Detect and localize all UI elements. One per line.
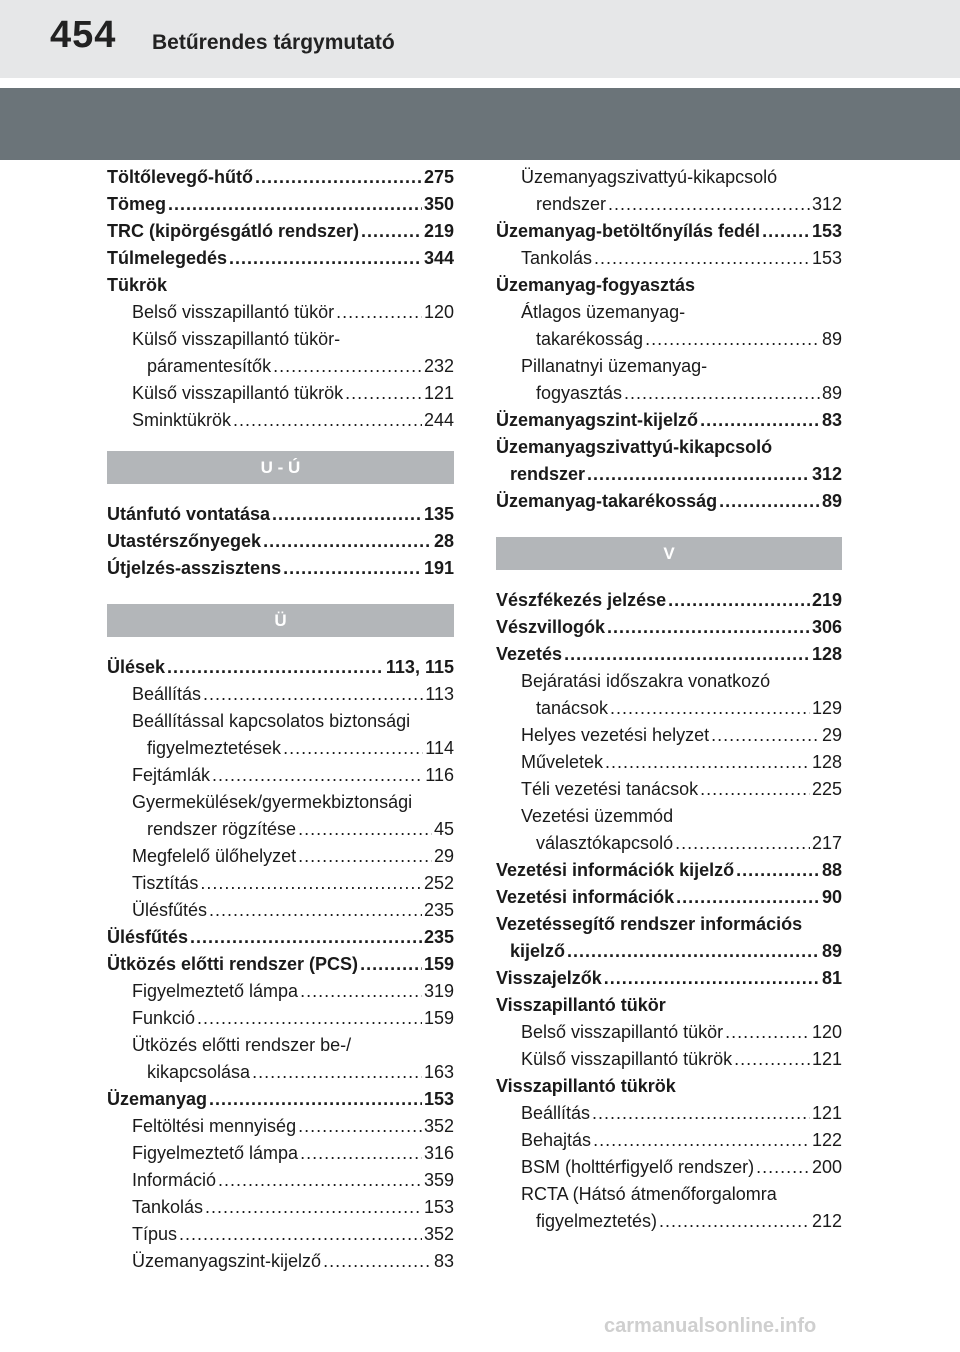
entry-term: Ülésfűtés bbox=[132, 900, 208, 920]
entry-page-number: 352 bbox=[423, 1116, 454, 1136]
index-entry bbox=[496, 299, 842, 326]
index-entry bbox=[496, 191, 842, 218]
entry-page-number: 114 bbox=[425, 738, 454, 758]
dot-leader bbox=[190, 924, 422, 951]
index-entry bbox=[107, 191, 454, 218]
entry-page-number: 159 bbox=[423, 954, 454, 974]
entry-term: Üzemanyag-betöltőnyílás fedél bbox=[496, 221, 761, 241]
entry-term: Ülésfűtés bbox=[107, 927, 189, 947]
dot-leader bbox=[255, 164, 422, 191]
index-block bbox=[107, 654, 454, 1275]
dot-leader bbox=[360, 951, 422, 978]
index-entry bbox=[496, 461, 842, 488]
entry-page-number: 312 bbox=[811, 194, 842, 214]
entry-page-number: 128 bbox=[811, 752, 842, 772]
entry-term: Tankolás bbox=[132, 1197, 204, 1217]
entry-page-number: 121 bbox=[423, 383, 454, 403]
entry-term: Vészfékezés jelzése bbox=[496, 590, 667, 610]
entry-term: tanácsok bbox=[536, 698, 609, 718]
entry-term: Vezetés bbox=[496, 644, 563, 664]
entry-term: Tömeg bbox=[107, 194, 167, 214]
dot-leader bbox=[283, 735, 423, 762]
index-entry bbox=[496, 1100, 842, 1127]
index-entry bbox=[496, 722, 842, 749]
index-entry bbox=[496, 245, 842, 272]
dot-leader bbox=[762, 218, 810, 245]
dot-leader bbox=[203, 681, 423, 708]
index-entry bbox=[107, 1248, 454, 1275]
index-entry bbox=[496, 965, 842, 992]
dot-leader bbox=[212, 762, 423, 789]
index-entry bbox=[107, 1221, 454, 1248]
index-column-right bbox=[496, 164, 842, 1235]
index-entry bbox=[496, 749, 842, 776]
entry-page-number: 312 bbox=[811, 464, 842, 484]
index-entry bbox=[496, 587, 842, 614]
entry-term: BSM (holttérfigyelő rendszer) bbox=[521, 1157, 755, 1177]
index-entry bbox=[496, 857, 842, 884]
index-entry bbox=[107, 843, 454, 870]
index-column-left bbox=[107, 164, 454, 1275]
dot-leader bbox=[564, 641, 810, 668]
dot-leader bbox=[273, 353, 422, 380]
entry-page-number: 319 bbox=[423, 981, 454, 1001]
entry-page-number: 191 bbox=[423, 558, 454, 578]
entry-term: Belső visszapillantó tükör bbox=[521, 1022, 724, 1042]
index-entry bbox=[496, 776, 842, 803]
dot-leader bbox=[725, 1019, 810, 1046]
entry-term: Vezetéssegítő rendszer információs bbox=[496, 914, 803, 934]
entry-page-number: 28 bbox=[433, 531, 454, 551]
index-entry bbox=[496, 695, 842, 722]
dot-leader bbox=[587, 461, 810, 488]
entry-term: kijelző bbox=[510, 941, 566, 961]
entry-term: Üzemanyag bbox=[107, 1089, 208, 1109]
dot-leader bbox=[610, 695, 810, 722]
index-entry bbox=[107, 654, 454, 681]
entry-term: Belső visszapillantó tükör bbox=[132, 302, 335, 322]
dot-leader bbox=[229, 245, 422, 272]
entry-page-number: 83 bbox=[433, 1251, 454, 1271]
page-title: Betűrendes tárgymutató bbox=[152, 31, 395, 54]
entry-term: Üzemanyag-fogyasztás bbox=[496, 275, 696, 295]
index-entry bbox=[496, 668, 842, 695]
index-entry bbox=[496, 1181, 842, 1208]
index-entry bbox=[107, 299, 454, 326]
header-band bbox=[0, 88, 960, 160]
dot-leader bbox=[263, 528, 432, 555]
dot-leader bbox=[345, 380, 422, 407]
entry-term: Túlmelegedés bbox=[107, 248, 228, 268]
index-entry bbox=[496, 1154, 842, 1181]
entry-term: rendszer bbox=[536, 194, 607, 214]
entry-page-number: 90 bbox=[821, 887, 842, 907]
entry-page-number: 121 bbox=[811, 1049, 842, 1069]
entry-page-number: 88 bbox=[821, 860, 842, 880]
dot-leader bbox=[659, 1208, 810, 1235]
section-header-v: V bbox=[496, 537, 842, 570]
entry-term: Funkció bbox=[132, 1008, 196, 1028]
entry-term: választókapcsoló bbox=[536, 833, 674, 853]
dot-leader bbox=[209, 1086, 422, 1113]
entry-page-number: 219 bbox=[423, 221, 454, 241]
index-entry bbox=[496, 1208, 842, 1235]
entry-page-number: 113, 115 bbox=[385, 657, 454, 677]
entry-term: Figyelmeztető lámpa bbox=[132, 981, 299, 1001]
dot-leader bbox=[200, 870, 422, 897]
dot-leader bbox=[675, 830, 810, 857]
entry-page-number: 89 bbox=[821, 941, 842, 961]
entry-page-number: 121 bbox=[811, 1103, 842, 1123]
index-entry bbox=[496, 164, 842, 191]
dot-leader bbox=[594, 245, 810, 272]
entry-term: Üzemanyag-takarékosság bbox=[496, 491, 718, 511]
dot-leader bbox=[233, 407, 422, 434]
header-bar bbox=[0, 0, 960, 78]
entry-page-number: 83 bbox=[821, 410, 842, 430]
dot-leader bbox=[593, 1127, 810, 1154]
entry-term: Műveletek bbox=[521, 752, 604, 772]
entry-page-number: 350 bbox=[423, 194, 454, 214]
index-entry bbox=[107, 735, 454, 762]
index-entry bbox=[107, 681, 454, 708]
entry-page-number: 120 bbox=[811, 1022, 842, 1042]
index-entry bbox=[107, 218, 454, 245]
entry-term: Vezetési információk bbox=[496, 887, 675, 907]
entry-term: Típus bbox=[132, 1224, 178, 1244]
entry-term: Ütközés előtti rendszer be-/ bbox=[132, 1035, 352, 1055]
entry-page-number: 163 bbox=[423, 1062, 454, 1082]
entry-page-number: 217 bbox=[811, 833, 842, 853]
dot-leader bbox=[209, 897, 422, 924]
index-entry bbox=[107, 816, 454, 843]
index-block bbox=[496, 587, 842, 1235]
index-entry bbox=[107, 924, 454, 951]
dot-leader bbox=[700, 407, 820, 434]
entry-page-number: 89 bbox=[821, 383, 842, 403]
index-entry bbox=[496, 1019, 842, 1046]
entry-term: Beállítás bbox=[521, 1103, 591, 1123]
index-entry bbox=[496, 1127, 842, 1154]
dot-leader bbox=[624, 380, 820, 407]
index-entry bbox=[107, 1059, 454, 1086]
entry-term: fogyasztás bbox=[536, 383, 623, 403]
entry-term: Külső visszapillantó tükrök bbox=[132, 383, 344, 403]
entry-term: figyelmeztetések bbox=[147, 738, 282, 758]
dot-leader bbox=[645, 326, 820, 353]
index-entry bbox=[496, 614, 842, 641]
entry-page-number: 235 bbox=[423, 927, 454, 947]
index-entry bbox=[496, 353, 842, 380]
entry-term: Figyelmeztető lámpa bbox=[132, 1143, 299, 1163]
index-entry bbox=[107, 951, 454, 978]
entry-page-number: 212 bbox=[811, 1211, 842, 1231]
entry-page-number: 159 bbox=[423, 1008, 454, 1028]
entry-term: Töltőlevegő-hűtő bbox=[107, 167, 253, 187]
dot-leader bbox=[736, 857, 820, 884]
entry-page-number: 252 bbox=[423, 873, 454, 893]
dot-leader bbox=[298, 816, 432, 843]
dot-leader bbox=[567, 938, 820, 965]
entry-term: Behajtás bbox=[521, 1130, 592, 1150]
entry-term: kikapcsolása bbox=[147, 1062, 251, 1082]
entry-term: Beállítás bbox=[132, 684, 202, 704]
dot-leader bbox=[711, 722, 820, 749]
index-entry bbox=[107, 272, 454, 299]
dot-leader bbox=[734, 1046, 810, 1073]
entry-term: Vezetési információk kijelző bbox=[496, 860, 735, 880]
entry-term: Feltöltési mennyiség bbox=[132, 1116, 297, 1136]
entry-term: Vezetési üzemmód bbox=[521, 806, 674, 826]
index-entry bbox=[107, 380, 454, 407]
entry-page-number: 225 bbox=[811, 779, 842, 799]
entry-page-number: 116 bbox=[425, 765, 454, 785]
entry-page-number: 153 bbox=[811, 248, 842, 268]
entry-term: Bejáratási időszakra vonatkozó bbox=[521, 671, 771, 691]
index-entry bbox=[496, 803, 842, 830]
entry-page-number: 89 bbox=[821, 491, 842, 511]
entry-page-number: 200 bbox=[811, 1157, 842, 1177]
dot-leader bbox=[167, 654, 384, 681]
dot-leader bbox=[205, 1194, 422, 1221]
index-entry bbox=[107, 978, 454, 1005]
index-block bbox=[107, 164, 454, 434]
index-block bbox=[496, 164, 842, 515]
entry-page-number: 235 bbox=[423, 900, 454, 920]
index-entry bbox=[107, 528, 454, 555]
index-entry bbox=[496, 911, 842, 938]
entry-page-number: 120 bbox=[423, 302, 454, 322]
index-entry bbox=[107, 501, 454, 528]
entry-page-number: 29 bbox=[821, 725, 842, 745]
index-block bbox=[107, 501, 454, 582]
entry-term: rendszer bbox=[510, 464, 586, 484]
dot-leader bbox=[700, 776, 810, 803]
index-entry bbox=[107, 1005, 454, 1032]
index-entry bbox=[107, 1194, 454, 1221]
entry-term: Visszapillantó tükör bbox=[496, 995, 666, 1015]
entry-term: figyelmeztetés) bbox=[536, 1211, 658, 1231]
entry-term: Külső visszapillantó tükrök bbox=[521, 1049, 733, 1069]
entry-term: Utánfutó vontatása bbox=[107, 504, 271, 524]
entry-term: Sminktükrök bbox=[132, 410, 232, 430]
index-entry bbox=[107, 555, 454, 582]
index-entry bbox=[107, 1086, 454, 1113]
dot-leader bbox=[756, 1154, 810, 1181]
entry-term: Beállítással kapcsolatos biztonsági bbox=[132, 711, 411, 731]
entry-page-number: 219 bbox=[811, 590, 842, 610]
entry-page-number: 29 bbox=[433, 846, 454, 866]
index-entry bbox=[496, 488, 842, 515]
entry-term: Ülések bbox=[107, 657, 166, 677]
entry-page-number: 316 bbox=[423, 1143, 454, 1163]
entry-page-number: 352 bbox=[423, 1224, 454, 1244]
entry-page-number: 135 bbox=[423, 504, 454, 524]
index-entry bbox=[107, 245, 454, 272]
entry-page-number: 128 bbox=[811, 644, 842, 664]
dot-leader bbox=[604, 965, 820, 992]
entry-term: rendszer rögzítése bbox=[147, 819, 297, 839]
index-entry bbox=[496, 407, 842, 434]
dot-leader bbox=[179, 1221, 422, 1248]
entry-page-number: 81 bbox=[821, 968, 842, 988]
entry-page-number: 153 bbox=[423, 1197, 454, 1217]
entry-term: Visszajelzők bbox=[496, 968, 602, 988]
entry-term: Megfelelő ülőhelyzet bbox=[132, 846, 297, 866]
dot-leader bbox=[605, 749, 810, 776]
dot-leader bbox=[197, 1005, 422, 1032]
dot-leader bbox=[592, 1100, 810, 1127]
entry-page-number: 122 bbox=[811, 1130, 842, 1150]
entry-term: takarékosság bbox=[536, 329, 644, 349]
index-entry bbox=[496, 992, 842, 1019]
entry-term: Pillanatnyi üzemanyag- bbox=[521, 356, 708, 376]
section-header-uu: Ü bbox=[107, 604, 454, 637]
dot-leader bbox=[607, 614, 810, 641]
index-entry bbox=[107, 762, 454, 789]
dot-leader bbox=[298, 1113, 422, 1140]
dot-leader bbox=[323, 1248, 432, 1275]
entry-page-number: 344 bbox=[423, 248, 454, 268]
entry-term: Tükrök bbox=[107, 275, 168, 295]
entry-term: Tisztítás bbox=[132, 873, 199, 893]
page-number: 454 bbox=[50, 14, 117, 56]
entry-term: Visszapillantó tükrök bbox=[496, 1076, 676, 1096]
dot-leader bbox=[283, 555, 422, 582]
dot-leader bbox=[272, 501, 422, 528]
index-entry bbox=[107, 1167, 454, 1194]
entry-term: TRC (kipörgésgátló rendszer) bbox=[107, 221, 360, 241]
index-entry bbox=[496, 938, 842, 965]
index-entry bbox=[107, 708, 454, 735]
index-entry bbox=[107, 870, 454, 897]
dot-leader bbox=[336, 299, 422, 326]
entry-page-number: 113 bbox=[425, 684, 454, 704]
dot-leader bbox=[300, 1140, 422, 1167]
dot-leader bbox=[252, 1059, 422, 1086]
dot-leader bbox=[676, 884, 820, 911]
index-entry bbox=[107, 407, 454, 434]
index-entry bbox=[107, 1113, 454, 1140]
entry-term: Fejtámlák bbox=[132, 765, 211, 785]
entry-term: Külső visszapillantó tükör- bbox=[132, 329, 341, 349]
index-entry bbox=[496, 434, 842, 461]
entry-term: páramentesítők bbox=[147, 356, 272, 376]
index-entry bbox=[496, 218, 842, 245]
entry-page-number: 244 bbox=[423, 410, 454, 430]
entry-term: Helyes vezetési helyzet bbox=[521, 725, 710, 745]
entry-page-number: 306 bbox=[811, 617, 842, 637]
index-entry bbox=[107, 789, 454, 816]
entry-page-number: 275 bbox=[423, 167, 454, 187]
dot-leader bbox=[719, 488, 820, 515]
index-entry bbox=[107, 1140, 454, 1167]
entry-page-number: 153 bbox=[423, 1089, 454, 1109]
entry-term: RCTA (Hátsó átmenőforgalomra bbox=[521, 1184, 777, 1204]
entry-term: Információ bbox=[132, 1170, 217, 1190]
index-entry bbox=[107, 164, 454, 191]
index-entry bbox=[496, 272, 842, 299]
entry-term: Vészvillogók bbox=[496, 617, 606, 637]
index-entry bbox=[496, 1046, 842, 1073]
entry-term: Útjelzés-asszisztens bbox=[107, 558, 282, 578]
entry-page-number: 89 bbox=[821, 329, 842, 349]
dot-leader bbox=[361, 218, 422, 245]
index-entry bbox=[496, 830, 842, 857]
entry-term: Tankolás bbox=[521, 248, 593, 268]
index-entry bbox=[496, 1073, 842, 1100]
entry-term: Utastérszőnyegek bbox=[107, 531, 262, 551]
entry-term: Üzemanyagszint-kijelző bbox=[496, 410, 699, 430]
entry-term: Ütközés előtti rendszer (PCS) bbox=[107, 954, 359, 974]
index-entry bbox=[496, 884, 842, 911]
entry-term: Átlagos üzemanyag- bbox=[521, 302, 686, 322]
entry-page-number: 129 bbox=[811, 698, 842, 718]
index-entry bbox=[107, 1032, 454, 1059]
dot-leader bbox=[608, 191, 810, 218]
dot-leader bbox=[300, 978, 422, 1005]
index-entry bbox=[496, 380, 842, 407]
entry-term: Üzemanyagszivattyú-kikapcsoló bbox=[521, 167, 778, 187]
entry-page-number: 359 bbox=[423, 1170, 454, 1190]
dot-leader bbox=[168, 191, 422, 218]
watermark: carmanualsonline.info bbox=[604, 1315, 817, 1337]
index-entry bbox=[496, 641, 842, 668]
index-entry bbox=[107, 897, 454, 924]
dot-leader bbox=[218, 1167, 422, 1194]
entry-page-number: 153 bbox=[811, 221, 842, 241]
index-entry bbox=[107, 326, 454, 353]
dot-leader bbox=[668, 587, 810, 614]
entry-page-number: 232 bbox=[423, 356, 454, 376]
entry-term: Gyermekülések/gyermekbiztonsági bbox=[132, 792, 413, 812]
entry-term: Téli vezetési tanácsok bbox=[521, 779, 699, 799]
entry-page-number: 45 bbox=[433, 819, 454, 839]
dot-leader bbox=[298, 843, 432, 870]
entry-term: Üzemanyagszivattyú-kikapcsoló bbox=[496, 437, 773, 457]
index-entry bbox=[496, 326, 842, 353]
index-entry bbox=[107, 353, 454, 380]
section-header-u: U - Ú bbox=[107, 451, 454, 484]
entry-term: Üzemanyagszint-kijelző bbox=[132, 1251, 322, 1271]
